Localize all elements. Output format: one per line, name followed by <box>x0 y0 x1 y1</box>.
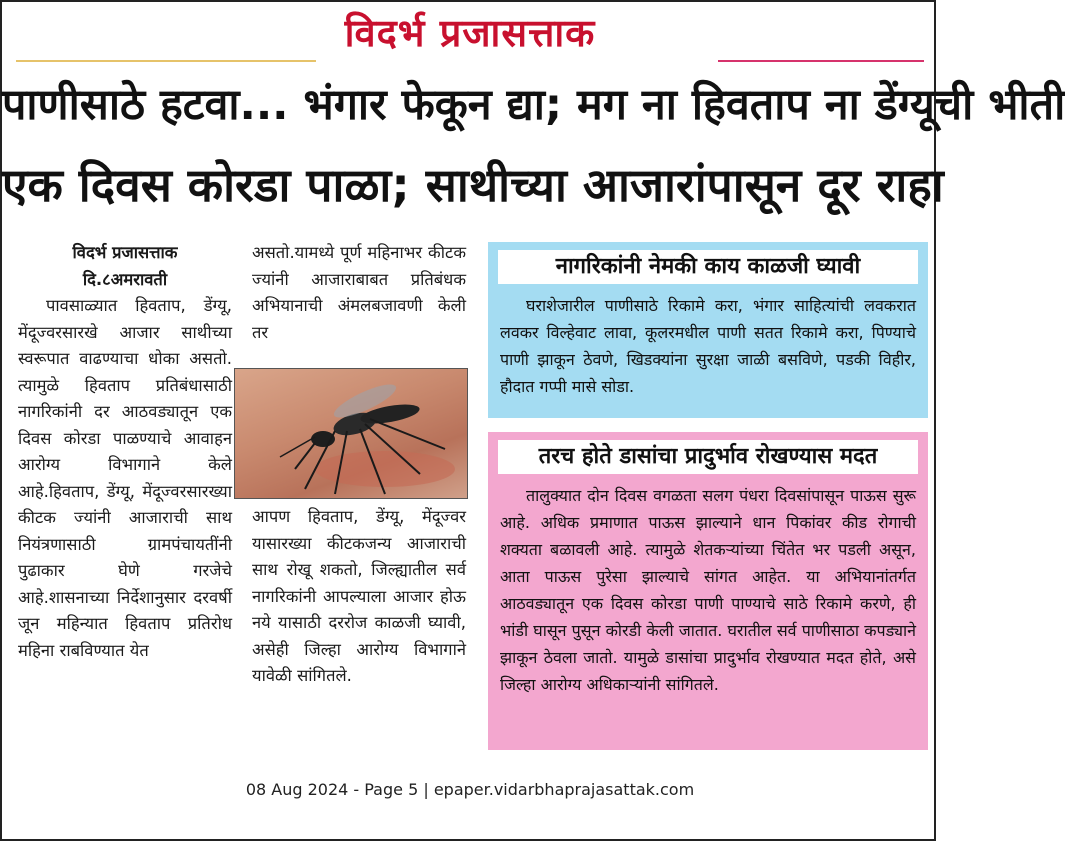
sidebar-box-precautions <box>486 240 930 420</box>
prevention-title: तरच होते डासांचा प्रादुर्भाव रोखण्यास मदत <box>498 440 918 474</box>
masthead-rule-right <box>718 60 924 62</box>
mosquito-icon <box>235 369 469 500</box>
byline-dateline: दि.८अमरावती <box>82 269 168 289</box>
article-text-col2-top: असतो.यामध्ये पूर्ण महिनाभर कीटक ज्यांनी आजाराबाबत प्रतिबंधक अभियानाची अंमलबजावणी केली तर <box>252 243 466 342</box>
mosquito-photo <box>234 368 468 499</box>
page-footer: 08 Aug 2024 - Page 5 | epaper.vidarbhaprajasattak.com <box>245 780 695 799</box>
article-column-1 <box>18 240 232 664</box>
sidebar-box-prevention <box>486 430 930 752</box>
headline-primary: पाणीसाठे हटवा... भंगार फेकून द्या; मग ना हिवताप ना डेंग्यूची भीती <box>2 80 1065 130</box>
masthead-rule-left <box>16 60 316 62</box>
masthead-title: विदर्भ प्रजासत्ताक <box>344 11 596 55</box>
precautions-title: नागरिकांनी नेमकी काय काळजी घ्यावी <box>498 250 918 284</box>
article-text-col1: पावसाळ्यात हिवताप, डेंग्यू, मेंदूज्वरसारखे आजार साथीच्या स्वरूपात वाढण्याचा धोका असतो. त्यामुळे हिवताप प्रतिबंधासाठी नागरिकांनी दर आठवड्यातून एक दिवस कोरडा पाळण्याचे आवाहन आरोग्य विभागाने केले आहे.हिवताप, डेंग्यू, मेंदूज्वरसारख्या कीटक ज्यांनी आजाराची साथ नियंत्रणासाठी ग्रामपंचायतींनी पुढाकार घेणे गरजेचे आहे.शासनाच्या निर्देशानुसार दरवर्षी जून महिन्यात हिवताप प्रतिरोध महिना राबविण्यात येत <box>18 296 232 660</box>
headline-secondary: एक दिवस कोरडा पाळा; साथीच्या आजारांपासून दूर राहा <box>2 158 944 212</box>
article-text-col2-bottom: आपण हिवताप, डेंग्यू, मेंदूज्वर यासारख्या कीटकजन्य आजाराची साथ रोखू शकतो, जिल्ह्यातील सर्व नागरिकांनी आपल्याला आजार होऊ नये यासाठी दररोज काळजी घ्यावी, असेही जिल्हा आरोग्य विभागाने यावेळी सांगितले. <box>252 507 466 685</box>
byline-source: विदर्भ प्रजासत्ताक <box>72 243 178 262</box>
precautions-body: घराशेजारील पाणीसाठे रिकामे करा, भंगार साहित्यांची लवकरात लवकर विल्हेवाट लावा, कूलरमधील पाणी सतत रिकामे करा, पिण्याचे पाणी झाकून ठेवणे, खिडक्यांना सुरक्षा जाळी बसविणे, पडकी विहीर, हौदात गप्पी मासे सोडा. <box>500 296 916 396</box>
prevention-body: तालुक्यात दोन दिवस वगळता सलग पंधरा दिवसांपासून पाऊस सुरू आहे. अधिक प्रमाणात पाऊस झाल्याने धान पिकांवर कीड रोगाची शक्यता बळावली आहे. त्यामुळे शेतकऱ्यांच्या चिंतेत भर पडली असून, आता पाऊस पुरेसा झाल्याचे सांगत आहेत. या अभियानांतर्गत आठवड्यातून एक दिवस कोरडा पाणी पाण्याचे साठे रिकामे करणे, ही भांडी घासून पुसून कोरडी केली जातात. घरातील सर्व पाणीसाठा कपड्याने झाकून ठेवला जातो. यामुळे डासांचा प्रादुर्भाव रोखण्यात मदत होते, असे जिल्हा आरोग्य अधिकाऱ्यांनी सांगितले. <box>500 486 916 694</box>
